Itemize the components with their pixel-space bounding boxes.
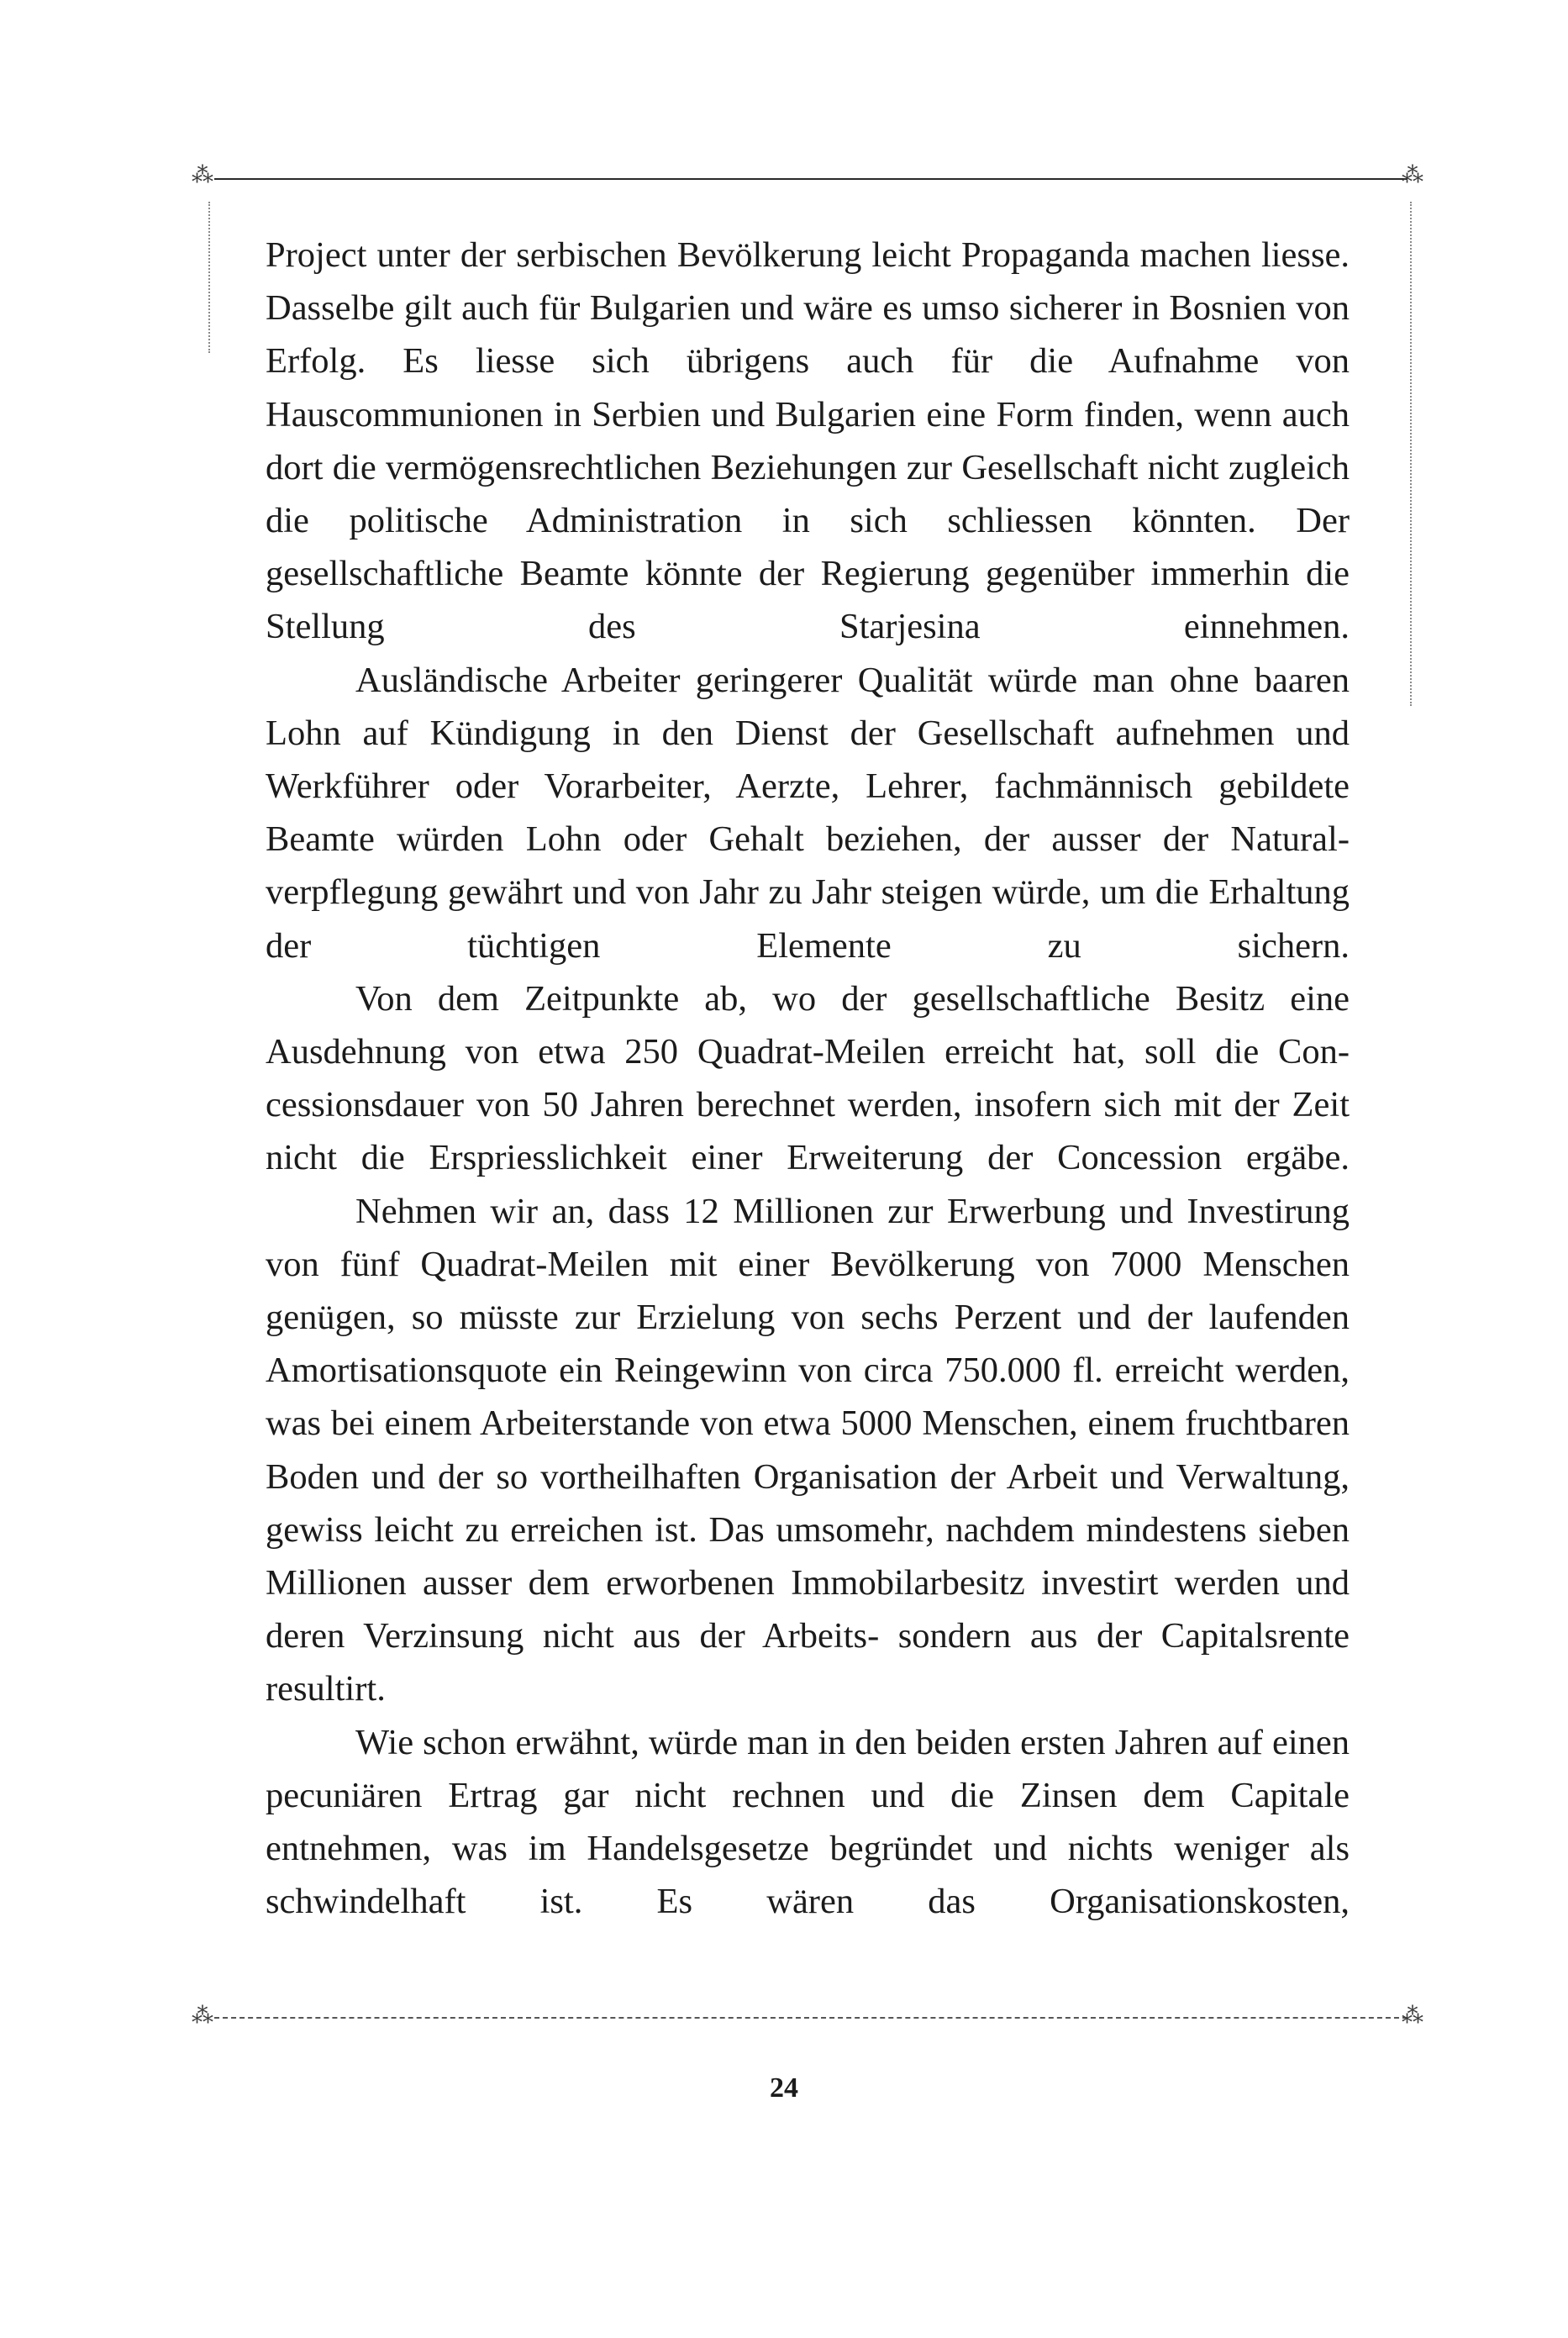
corner-ornament-bottom-left-icon: ⁂ bbox=[192, 2004, 213, 2028]
body-text bbox=[266, 229, 1350, 1929]
corner-ornament-bottom-right-icon: ⁂ bbox=[1402, 2004, 1423, 2028]
left-border-trace bbox=[208, 202, 210, 353]
page-number: 24 bbox=[770, 2072, 798, 2104]
paragraph-2: Ausländische Arbeiter geringerer Qualität würde man ohne baaren Lohn auf Kündigung in den Dienst der Gesellschaft aufnehmen und Werkführer oder Vorarbeiter, Aerzte, Lehrer, fachmännisch gebildete Beamte würden Lohn oder Gehalt beziehen, der ausser der Naturalverpflegung gewährt und von Jahr zu Jahr steigen würde, um die Erhaltung der tüchtigen Elemente zu sichern. bbox=[266, 660, 1350, 966]
paragraph-1: Project unter der serbischen Bevölkerung leicht Propaganda machen liesse. Dasselbe gilt auch für Bulgarien und wäre es umso sicherer in Bosnien von Erfolg. Es liesse sich übrigens auch für die Aufnahme von Hauscommunionen in Serbien und Bulgarien eine Form finden, wenn auch dort die vermögensrechtlichen Beziehungen zur Gesellschaft nicht zugleich die politische Administration in sich schliessen könnten. Der gesellschaftliche Beamte könnte der Regierung gegenüber immerhin die Stellung des Starjesina einnehmen. bbox=[266, 235, 1350, 647]
corner-ornament-top-left-icon: ⁂ bbox=[192, 163, 213, 187]
right-border-trace bbox=[1410, 202, 1412, 706]
top-border-rule bbox=[214, 178, 1408, 180]
paragraph-5: Wie schon erwähnt, würde man in den beiden ersten Jahren auf einen pecuniären Ertrag gar nicht rechnen und die Zinsen dem Capitale entnehmen, was im Handelsgesetze begründet und nichts weniger als schwindelhaft ist. Es wären das Organisationskosten, bbox=[266, 1722, 1350, 1922]
bottom-border-rule bbox=[214, 2017, 1408, 2019]
corner-ornament-top-right-icon: ⁂ bbox=[1402, 163, 1423, 187]
paragraph-3: Von dem Zeitpunkte ab, wo der gesellschaftliche Besitz eine Ausdehnung von etwa 250 Quadrat-Meilen erreicht hat, soll die Concessionsdauer von 50 Jahren berechnet werden, insofern sich mit der Zeit nicht die Erspriesslichkeit einer Erweiterung der Concession ergäbe. bbox=[266, 978, 1350, 1178]
paragraph-4: Nehmen wir an, dass 12 Millionen zur Erwerbung und Investirung von fünf Quadrat-Meilen mit einer Bevölkerung von 7000 Menschen genügen, so müsste zur Erzielung von sechs Perzent und der laufenden Amortisationsquote ein Reingewinn von circa 750.000 fl. erreicht werden, was bei einem Arbeiterstande von etwa 5000 Menschen, einem fruchtbaren Boden und der so vortheilhaften Organisation der Arbeit und Verwaltung, gewiss leicht zu erreichen ist. Das umsomehr, nachdem mindestens sieben Millionen ausser dem erworbenen Immobilarbesitz investirt werden und deren Verzinsung nicht aus der Arbeits- sondern aus der Capitalsrente resultirt. bbox=[266, 1191, 1350, 1709]
